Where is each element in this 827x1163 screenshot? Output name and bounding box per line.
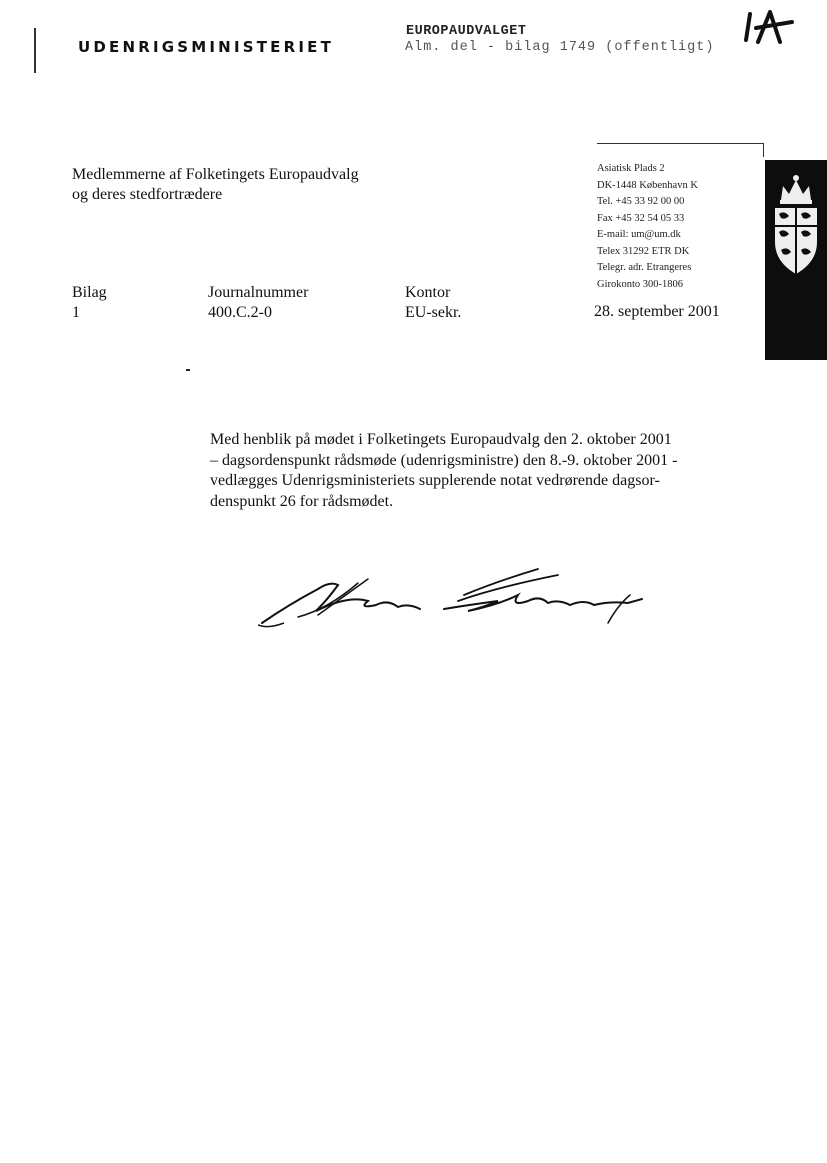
sender-address-block bbox=[597, 161, 698, 293]
handwritten-mark-1a bbox=[736, 6, 796, 48]
letter-date: 28. september 2001 bbox=[594, 303, 720, 320]
document-reference-stamp: Alm. del - bilag 1749 (offentligt) bbox=[405, 40, 715, 55]
body-line: – dagsordenspunkt rådsmøde (udenrigsministre) den 8.-9. oktober 2001 - bbox=[210, 451, 678, 469]
handwritten-signature bbox=[258, 565, 658, 635]
address-line: Telex 31292 ETR DK bbox=[597, 245, 690, 257]
body-line: vedlægges Udenrigsministeriets supplerende notat vedrørende dagsor- bbox=[210, 472, 660, 489]
recipient-block bbox=[72, 165, 359, 205]
address-line: Tel. +45 33 92 00 00 bbox=[597, 196, 685, 207]
address-divider bbox=[597, 143, 763, 144]
journal-label: Journalnummer bbox=[208, 284, 309, 301]
bilag-label: Bilag bbox=[72, 284, 107, 301]
address-line: Telegr. adr. Etrangeres bbox=[597, 262, 692, 273]
address-divider-tick bbox=[763, 143, 764, 157]
body-line: denspunkt 26 for rådsmødet. bbox=[210, 492, 394, 510]
kontor-value: EU-sekr. bbox=[405, 304, 462, 321]
address-line: DK-1448 København K bbox=[597, 179, 698, 191]
scan-edge-mark bbox=[34, 28, 36, 73]
kontor-label: Kontor bbox=[405, 284, 451, 301]
address-line: Asiatisk Plads 2 bbox=[597, 163, 665, 174]
royal-crest-icon bbox=[769, 170, 823, 280]
address-line: Girokonto 300-1806 bbox=[597, 278, 684, 290]
journal-field bbox=[208, 283, 308, 323]
bilag-value: 1 bbox=[72, 304, 80, 321]
letter-body bbox=[210, 430, 740, 512]
address-line: Fax +45 32 54 05 33 bbox=[597, 212, 685, 224]
scan-speck bbox=[186, 369, 190, 371]
ministry-name: UDENRIGSMINISTERIET bbox=[78, 38, 335, 56]
address-line: E-mail: um@um.dk bbox=[597, 229, 681, 240]
committee-stamp: EUROPAUDVALGET bbox=[406, 24, 527, 39]
kontor-field bbox=[405, 283, 461, 323]
recipient-line: og deres stedfortrædere bbox=[72, 186, 223, 203]
recipient-line: Medlemmerne af Folketingets Europaudvalg bbox=[72, 166, 359, 183]
bilag-field bbox=[72, 283, 107, 323]
body-line: Med henblik på mødet i Folketingets Europaudvalg den 2. oktober 2001 bbox=[210, 431, 672, 448]
journal-value: 400.C.2-0 bbox=[208, 304, 272, 321]
